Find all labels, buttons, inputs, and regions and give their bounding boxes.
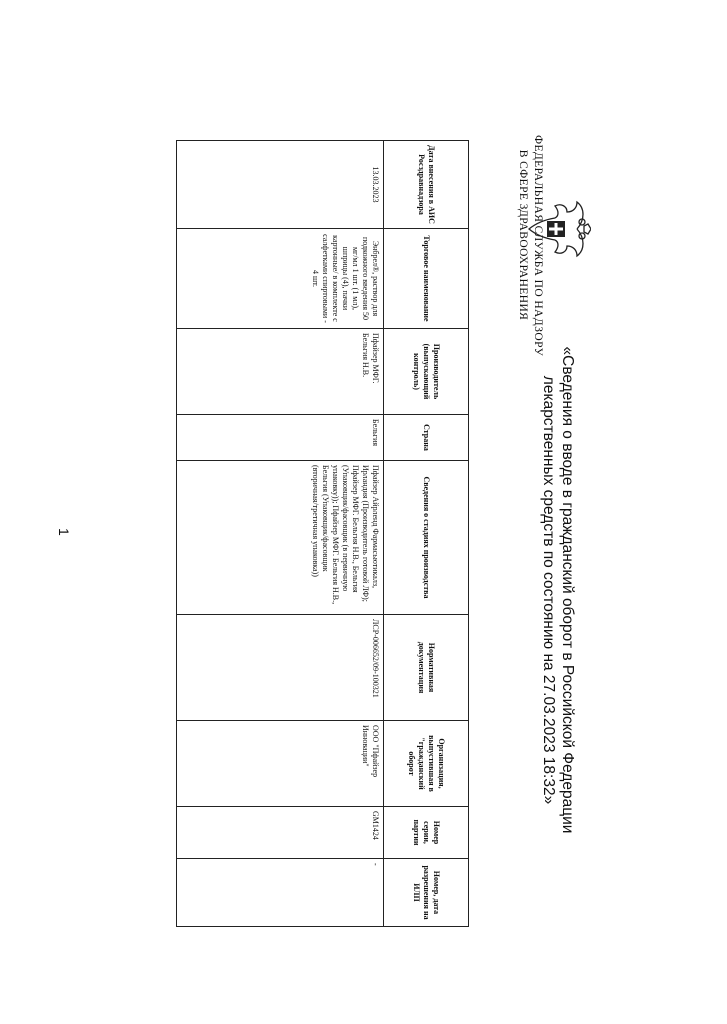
cell-batch: GM1424 bbox=[177, 807, 384, 859]
agency-name-line1: ФЕДЕРАЛЬНАЯ СЛУЖБА ПО НАДЗОРУ bbox=[532, 135, 544, 357]
circulation-table bbox=[176, 140, 469, 927]
cell-organization: ООО "Пфайзер Инновации" bbox=[177, 721, 384, 807]
cell-date: 13.03.2023 bbox=[177, 141, 384, 229]
header-production-stages: Сведения о стадиях производства bbox=[384, 461, 469, 615]
cell-trade-name: Энбрел®, раствор для подкожного введения 50 мг/мл 1 шт. (1 мл), шприцы (4), пачки картонные/ в комплекте с салфетками спиртовыми - 4 шт. bbox=[177, 229, 384, 329]
header-batch: Номер серии, партии bbox=[384, 807, 469, 859]
header-date: Дата внесения в АИС Росздравнадзора bbox=[384, 141, 469, 229]
cell-permit: - bbox=[177, 859, 384, 927]
document-title bbox=[539, 330, 577, 850]
header-organization: Организация, выпустившая в "гражданский оборот bbox=[384, 721, 469, 807]
header-country: Страна bbox=[384, 415, 469, 461]
agency-name bbox=[515, 135, 545, 357]
header-trade-name: Торговое наименование bbox=[384, 229, 469, 329]
header-normative-doc: Нормативная документация bbox=[384, 615, 469, 721]
page-number: 1 bbox=[56, 528, 72, 536]
table-row bbox=[177, 141, 384, 927]
cell-country: Бельгия bbox=[177, 415, 384, 461]
cell-manufacturer: Пфайзер МФГ. Бельгия Н.В. bbox=[177, 329, 384, 415]
document-title-line2: лекарственных средств по состоянию на 27.03.2023 18:32» bbox=[540, 375, 557, 805]
cell-normative-doc: ЛСР-006652/09-100321 bbox=[177, 615, 384, 721]
cell-production-stages: Пфайзер Айрленд Фармасьютикалз, Ирландия (Производитель готовой ЛФ); Пфайзер МФГ. Бельгия Н.В., Бельгия (Упаковщик/фасовщик (в первичную упаковку)); Пфайзер МФГ. Бельгия Н.В., Бельгия (Упаковщик/фасовщик (вторичная/третичная упаковка)) bbox=[177, 461, 384, 615]
header-permit: Номер, дата разрешения на ИЛП bbox=[384, 859, 469, 927]
header-manufacturer: Производитель (выпускающий контроль) bbox=[384, 329, 469, 415]
agency-name-line2: В СФЕРЕ ЗДРАВООХРАНЕНИЯ bbox=[517, 149, 529, 321]
table-header-row bbox=[384, 141, 469, 927]
document-title-line1: «Сведения о вводе в гражданский оборот в Российской Федерации bbox=[559, 346, 576, 834]
